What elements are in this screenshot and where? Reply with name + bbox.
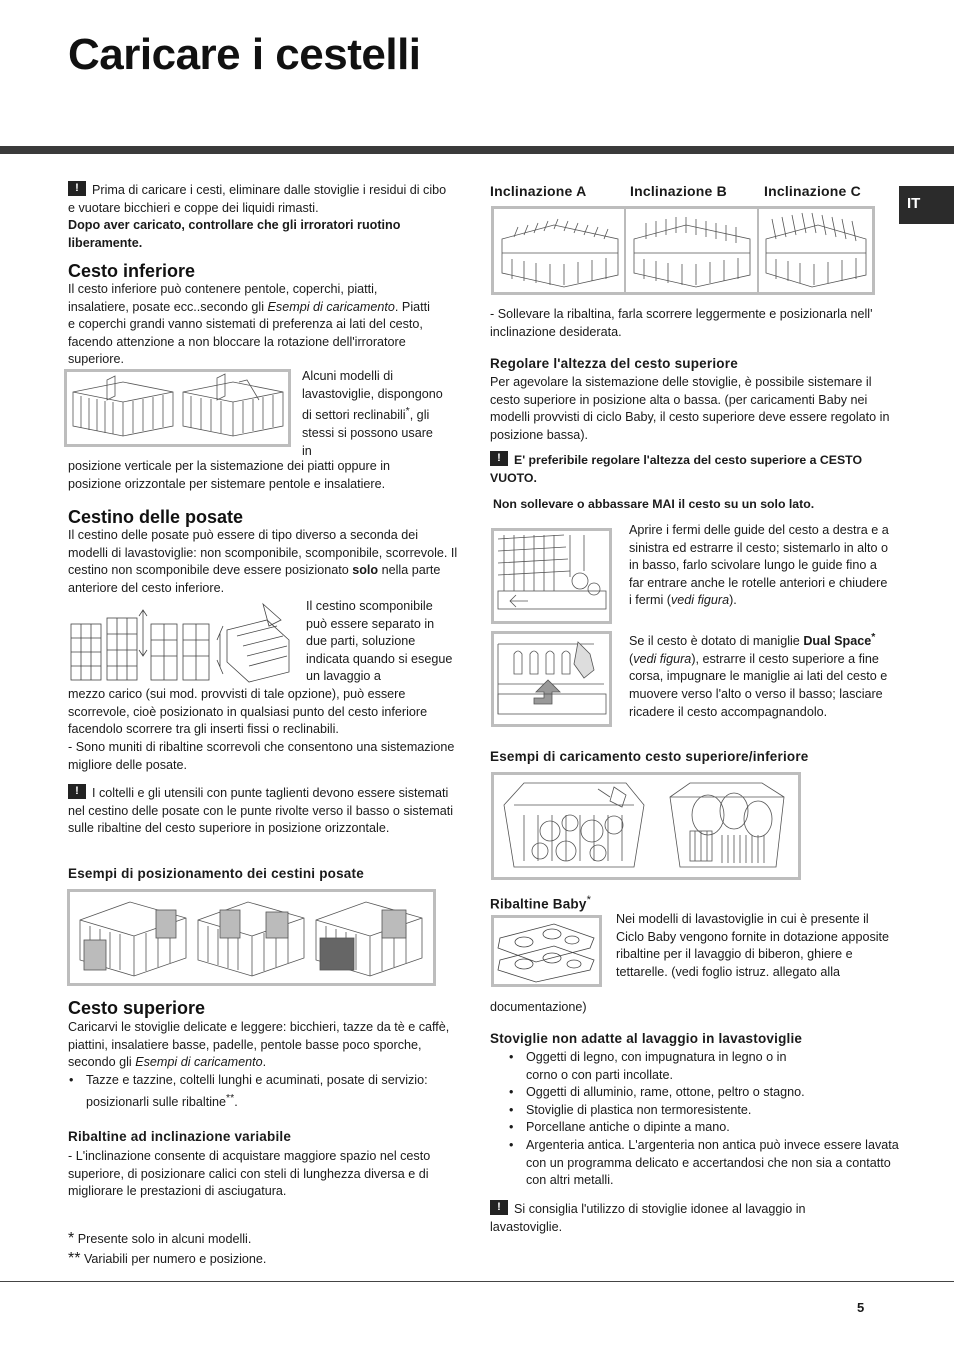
footnote-2 — [68, 1250, 266, 1269]
stoviglie-list — [508, 1049, 912, 1190]
stoviglie-warning — [490, 1200, 880, 1236]
intro-bold-text: Dopo aver caricato, controllare che gli irroratori ruotino liberamente. — [68, 218, 401, 250]
inclinazione-c-label: Inclinazione C — [764, 183, 861, 199]
dual-space-figure — [491, 631, 612, 727]
text-span: . — [262, 1055, 267, 1070]
asterisk-mark: ** — [226, 1091, 235, 1104]
cestino-scomponibile-text: Il cestino scomponibile può essere separato in due parti, soluzione indicata quando si esegue un lavaggio a — [306, 599, 453, 684]
list-item: • Stoviglie di plastica non termoresistente. — [526, 1102, 912, 1120]
text-span: , gli stessi si possono usare in — [302, 408, 433, 458]
ribaltine-text: - L'inclinazione consente di acquistare maggiore spazio nel cesto superiore, di posizionare calici con steli di lunghezza diversa e di migliorare le prestazioni di asciugatura. — [68, 1149, 431, 1199]
baby-flaps-figure — [491, 915, 602, 987]
regolare-warning — [490, 451, 880, 487]
cutlery-positioning-drawing — [70, 892, 433, 983]
inclinazione-a-label: Inclinazione A — [490, 183, 587, 199]
ribaltine-heading: Ribaltine ad inclinazione variabile — [68, 1129, 292, 1144]
text-span: Alcuni modelli di lavastoviglie, dispongono di settori reclinabili — [302, 369, 443, 423]
ribaltine-baby-tail: documentazione) — [490, 1000, 587, 1014]
header-rule — [0, 146, 954, 154]
lower-basket-drawing — [67, 372, 288, 444]
text-span: Se il cesto è dotato di maniglie — [629, 634, 804, 649]
warning-icon — [68, 784, 86, 799]
list-item — [86, 1072, 476, 1111]
warning-icon — [490, 1200, 508, 1215]
cutlery-positioning-figure — [67, 889, 436, 986]
cesto-superiore-p1 — [68, 1019, 458, 1072]
dual-space-drawing — [494, 634, 609, 724]
warning-icon — [68, 181, 86, 196]
footnote-text: Presente solo in alcuni modelli. — [74, 1232, 252, 1246]
regolare-heading: Regolare l'altezza del cesto superiore — [490, 356, 738, 371]
ribaltine-baby-title: Ribaltine Baby — [490, 896, 587, 912]
text-span: Il cesto inferiore può contenere pentole, coperchi, piatti, insalatiere, posate ecc..secondo gli — [68, 282, 378, 314]
text-span: ( — [629, 651, 634, 666]
settori-reclinabili-text — [302, 368, 444, 460]
bold-text: solo — [352, 563, 379, 578]
rail-instructions-text — [629, 522, 893, 610]
cesto-superiore-heading: Cesto superiore — [68, 998, 206, 1018]
link-text: vedi figura — [670, 593, 730, 608]
text-span: Il cestino delle posate può essere di tipo diverso a seconda dei modelli di lavastoviglie: non scomponibile, scomponibile, scorrevole. Il cestino non scomponibile deve essere posizionato — [68, 528, 458, 578]
list-item: • Argenteria antica. L'argenteria non antica può invece essere lavata con un programma delicato e accertandosi che non sia a contatto con altri metalli. — [526, 1137, 912, 1190]
page-number: 5 — [857, 1300, 865, 1315]
asterisk-mark: * — [586, 894, 592, 906]
link-text: Esempi di caricamento — [135, 1055, 263, 1070]
text-span: . — [234, 1094, 238, 1109]
loading-examples-drawing — [494, 775, 798, 877]
stoviglie-warning-text: Si consiglia l'utilizzo di stoviglie idonee al lavaggio in lavastoviglie. — [490, 1202, 806, 1234]
cestino-posate-p3: - Sono muniti di ribaltine scorrevoli che consentono una sistemazione migliore delle posate. — [68, 740, 455, 772]
rail-figure-1 — [491, 528, 612, 624]
esempi-posizionamento-heading: Esempi di posizionamento dei cestini posate — [68, 866, 364, 881]
intro-warning — [68, 181, 452, 252]
link-text: Esempi di caricamento — [267, 299, 395, 314]
bold-text: Dual Space — [803, 634, 872, 649]
cesto-inferiore-heading: Cesto inferiore — [68, 261, 196, 281]
footer-rule — [0, 1281, 954, 1282]
loading-examples-figure — [491, 772, 801, 880]
dual-space-text — [629, 629, 893, 721]
cesto-inferiore-p1 — [68, 281, 430, 369]
list-item: • Oggetti di legno, con impugnatura in legno o in corno o con parti incollate. — [526, 1049, 788, 1084]
asterisk-mark: * — [405, 405, 410, 418]
asterisk-mark: * — [68, 1230, 75, 1247]
cutlery-basket-drawing — [67, 600, 295, 686]
text-span: Tazze e tazzine, coltelli lunghi e acuminati, posate di servizio: posizionarli sulle ribaltine — [86, 1073, 428, 1109]
cesto-inferiore-p2: posizione verticale per la sistemazione dei piatti oppure in posizione orizzontale per sistemare pentole e insalatiere. — [68, 459, 391, 491]
ribaltine-baby-text: Nei modelli di lavastoviglie in cui è presente il Ciclo Baby vengono fornite in dotazione apposite ribaltine per il lavaggio di biberon, ghiere e tettarelle. (vedi foglio istruz. allegato alla — [616, 912, 890, 979]
regolare-text: Per agevolare la sistemazione delle stoviglie, è possibile sistemare il cesto superiore in posizione alta o bassa. (per caricamenti Baby nei modelli provvisti di ciclo Baby, il cesto superiore deve essere regolato in posizione bassa). — [490, 375, 890, 442]
cutlery-basket-figure — [67, 600, 295, 686]
baby-flaps-drawing — [494, 918, 599, 984]
stoviglie-heading: Stoviglie non adatte al lavaggio in lavastoviglie — [490, 1031, 803, 1046]
footnote-1 — [68, 1230, 251, 1249]
footnote-text: Variabili per numero e posizione. — [80, 1252, 267, 1266]
sollevare-text: - Sollevare la ribaltina, farla scorrere leggermente e posizionarla nell' inclinazione desiderata. — [490, 307, 873, 339]
text-span: nella parte anteriore del cesto inferiore. — [68, 563, 441, 595]
knives-warning — [68, 784, 458, 838]
page-title: Caricare i cestelli — [68, 30, 421, 79]
inclinazione-drawing — [494, 209, 872, 292]
cestino-posate-p2: mezzo carico (sui mod. provvisti di tale opzione), può essere scorrevole, cioè posizionato in qualsiasi punto del cesto inferiore facendolo scorrere tra gli inserti fissi o reclinabili. — [68, 687, 428, 737]
intro-warning-text: Prima di caricare i cesti, eliminare dalle stoviglie i residui di cibo e vuotare bicchieri e coppe dei liquidi rimasti. — [68, 183, 447, 215]
regolare-warning-text: E' preferibile regolare l'altezza del cesto superiore a CESTO VUOTO. — [490, 453, 863, 485]
cestino-posate-heading: Cestino delle posate — [68, 507, 244, 527]
text-span: ), estrarre il cesto superiore a fine corsa, impugnare le maniglie ai lati del cesto e muovere verso l'alto o verso il basso; lasciare ricadere il cesto accompagnandolo. — [629, 651, 888, 719]
text-span: Caricarvi le stoviglie delicate e leggere: bicchieri, tazze da tè e caffè, piattini, insalatiere basse, padelle, pentole basse poco sporche, secondo gli — [68, 1020, 450, 1070]
ribaltine-baby-heading — [490, 891, 591, 914]
list-item: • Porcellane antiche o dipinte a mano. — [526, 1119, 912, 1137]
esempi-caricamento-heading: Esempi di caricamento cesto superiore/inferiore — [490, 749, 809, 764]
cesto-superiore-list — [68, 1072, 476, 1111]
rail-drawing-1 — [494, 531, 609, 621]
asterisk-mark: ** — [68, 1250, 81, 1267]
non-sollevare-text: Non sollevare o abbassare MAI il cesto su un solo lato. — [493, 497, 815, 511]
list-item: • Oggetti di alluminio, rame, ottone, peltro o stagno. — [526, 1084, 912, 1102]
lower-basket-figure — [64, 369, 291, 447]
text-span: . Piatti e coperchi grandi vanno sistemati di preferenza ai lati del cesto, facendo attenzione a non bloccare la rotazione dell'irroratore superiore. — [68, 299, 430, 367]
asterisk-mark: * — [871, 631, 876, 643]
language-tab: IT — [899, 186, 954, 224]
knives-warning-text: I coltelli e gli utensili con punte taglienti devono essere sistemati nel cestino delle posate con le punte rivolte verso il basso o sistemati sulle ribaltine del cesto superiore in posizione orizzontale. — [68, 786, 454, 836]
warning-icon — [490, 451, 508, 466]
link-text: vedi figura — [633, 651, 692, 666]
inclinazione-figure — [491, 206, 875, 295]
text-span: ). — [729, 593, 737, 608]
inclinazione-b-label: Inclinazione B — [630, 183, 727, 199]
text-span: Aprire i fermi delle guide del cesto a destra e a sinistra ed estrarre il cesto; sistemarlo in alto o in basso, farlo scivolare lungo le guide fino a far entrare anche le rotelle anteriori e chiudere i fermi ( — [629, 523, 889, 608]
cestino-posate-p1 — [68, 527, 458, 597]
